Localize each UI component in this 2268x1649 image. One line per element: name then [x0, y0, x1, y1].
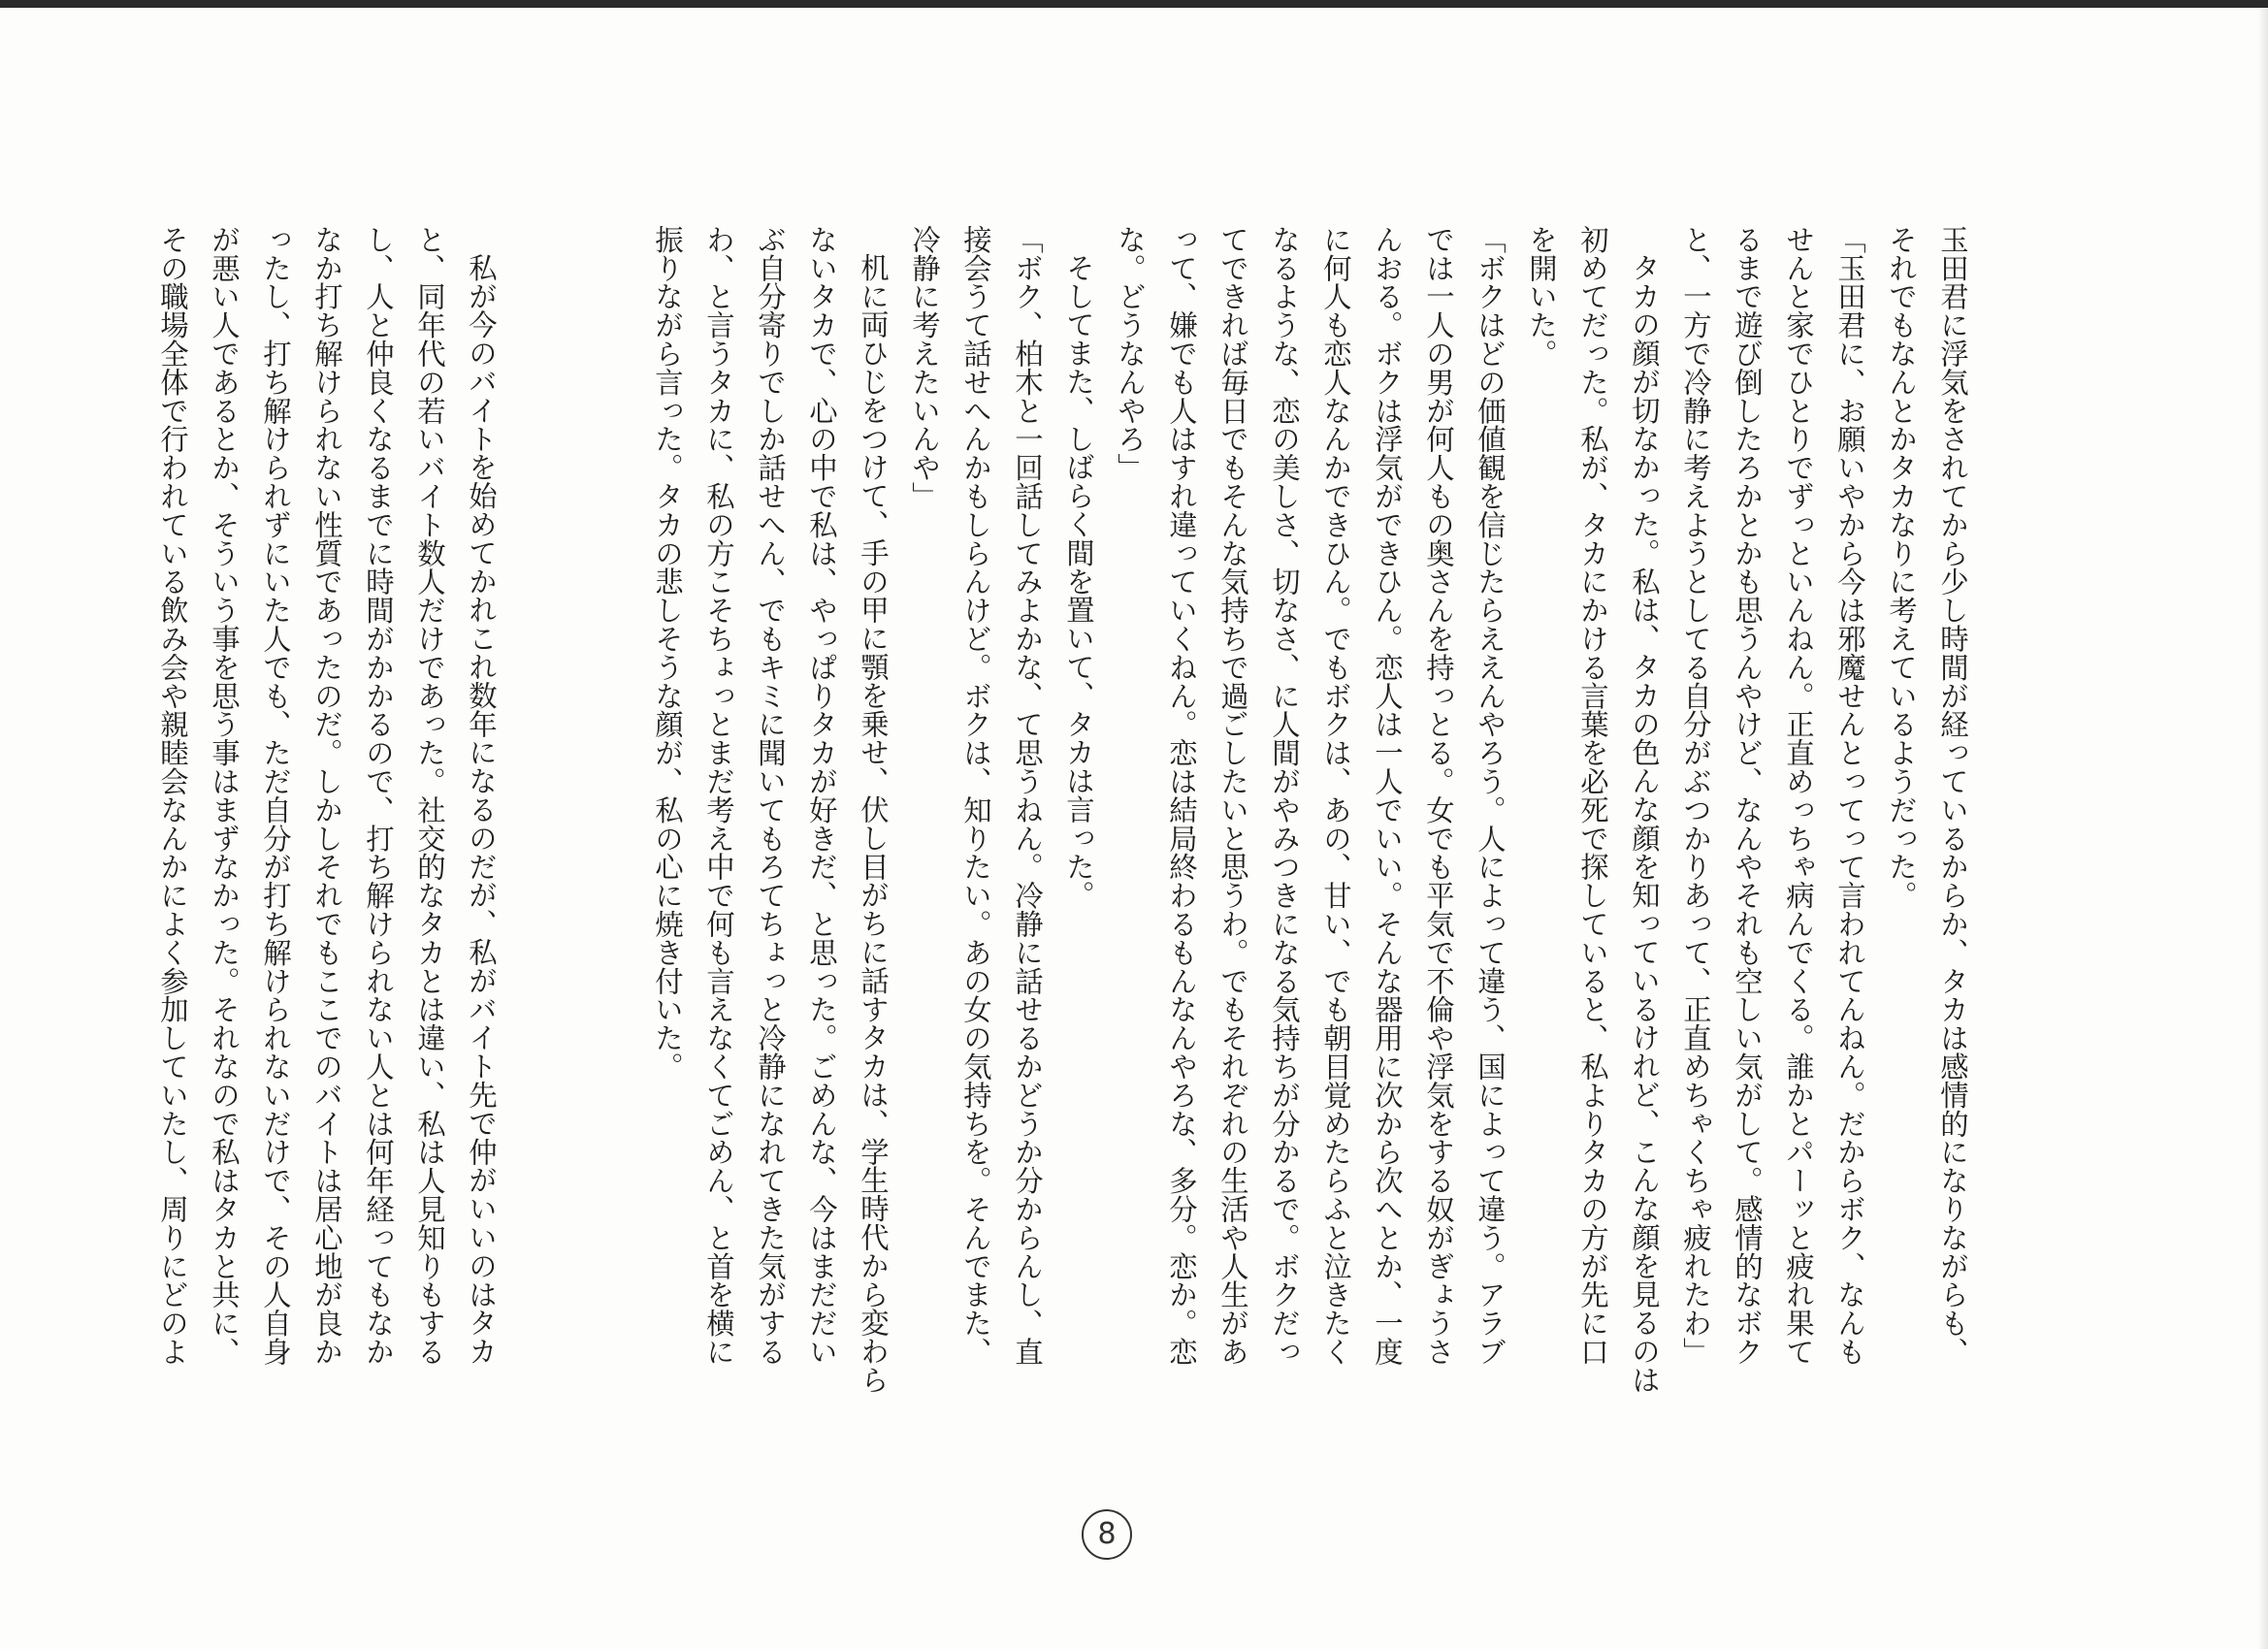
text-line: 「ボクはどの価値観を信じたらええんやろう。人によって違う、国によって違う。アラブ	[1474, 225, 1507, 1366]
text-line: わ、と言うタカに、私の方こそちょっとまだ考え中で何も言えなくてごめん、と首を横に	[702, 225, 735, 1367]
text-line: 振りながら言った。タカの悲しそうな顔が、私の心に焼き付いた。	[651, 225, 684, 1081]
scan-top-edge	[0, 0, 2268, 8]
text-line: 接会うて話せへんかもしらんけど。ボクは、知りたい。あの女の気持ちを。そんでまた、	[959, 225, 992, 1366]
text-line: ないタカで、心の中で私は、やっぱりタカが好きだ、と思った。ごめんな、今はまだだい	[805, 225, 838, 1366]
text-line: その職場全体で行われている飲み会や親睦会なんかによく参加していたし、周りにどのよ	[156, 225, 189, 1366]
text-line: が悪い人であるとか、そういう事を思う事はまずなかった。それなので私はタカと共に、	[208, 225, 241, 1366]
text-line: に何人も恋人なんかできひん。でもボクは、あの、甘い、でも朝目覚めたらふと泣きたく	[1319, 225, 1352, 1366]
text-line: な。どうなんやろ」	[1114, 225, 1147, 482]
text-line: ぶ自分寄りでしか話せへん、でもキミに聞いてもろてちょっと冷静になれてきた気がする	[754, 225, 787, 1366]
text-line: ったし、打ち解けられずにいた人でも、ただ自分が打ち解けられないだけで、その人自身	[259, 225, 292, 1366]
text-line: そしてまた、しばらく間を置いて、タカは言った。	[1062, 253, 1095, 910]
text-line: なか打ち解けられない性質であったのだ。しかしそれでもここでのバイトは居心地が良か	[310, 225, 343, 1366]
text-line: タカの顔が切なかった。私は、タカの色んな顔を知っているけれど、こんな顔を見るのは	[1628, 253, 1661, 1395]
text-line: せんと家でひとりでずっといんねん。正直めっちゃ病んでくる。誰かとパーッと疲れ果て	[1782, 225, 1815, 1366]
text-line: なるような、恋の美しさ、切なさ、に人間がやみつきになる気持ちが分かるで。ボクだっ	[1268, 225, 1301, 1366]
text-line: し、人と仲良くなるまでに時間がかかるので、打ち解けられない人とは何年経ってもなか	[362, 225, 395, 1366]
text-line: って、嫌でも人はすれ違っていくねん。恋は結局終わるもんなんやろな、多分。恋か。恋	[1165, 225, 1198, 1366]
text-line: 初めてだった。私が、タカにかける言葉を必死で探していると、私よりタカの方が先に口	[1576, 225, 1609, 1366]
text-line: と、一方で冷静に考えようとしてる自分がぶつかりあって、正直めちゃくちゃ疲れたわ」	[1679, 225, 1712, 1366]
text-line: それでもなんとかタカなりに考えているようだった。	[1885, 225, 1918, 910]
text-line: るまで遊び倒したろかとかも思うんやけど、なんやそれも空しい気がして。感情的なボク	[1731, 225, 1764, 1366]
text-line: んおる。ボクは浮気ができひん。恋人は一人でいい。そんな器用に次から次へとか、一度	[1371, 225, 1404, 1366]
text-line: 玉田君に浮気をされてから少し時間が経っているからか、タカは感情的になりながらも、	[1936, 225, 1969, 1366]
text-line: てできれば毎日でもそんな気持ちで過ごしたいと思うわ。でもそれぞれの生活や人生があ	[1216, 225, 1249, 1366]
text-line: 机に両ひじをつけて、手の甲に顎を乗せ、伏し目がちに話すタカは、学生時代から変わら	[857, 253, 890, 1395]
text-line: を開いた。	[1525, 225, 1558, 368]
left-text-block	[156, 225, 506, 1428]
right-text-block	[426, 225, 1978, 1428]
text-line: 私が今のバイトを始めてかれこれ数年になるのだが、私がバイト先で仲がいいのはタカ	[465, 253, 498, 1366]
page-number: 8	[1082, 1509, 1132, 1560]
text-line: 「ボク、柏木と一回話してみよかな、て思うねん。冷静に話せるかどうか分からんし、直	[1011, 225, 1044, 1366]
text-line: では一人の男が何人もの奥さんを持っとる。女でも平気で不倫や浮気をする奴がぎょうさ	[1422, 225, 1455, 1366]
text-line: と、同年代の若いバイト数人だけであった。社交的なタカとは違い、私は人見知りもする	[413, 225, 446, 1366]
scan-right-shadow	[2258, 8, 2268, 1649]
text-line: 「玉田君に、お願いやから今は邪魔せんとってって言われてんねん。だからボク、なんも	[1833, 225, 1866, 1366]
text-line: 冷静に考えたいんや」	[908, 225, 941, 510]
